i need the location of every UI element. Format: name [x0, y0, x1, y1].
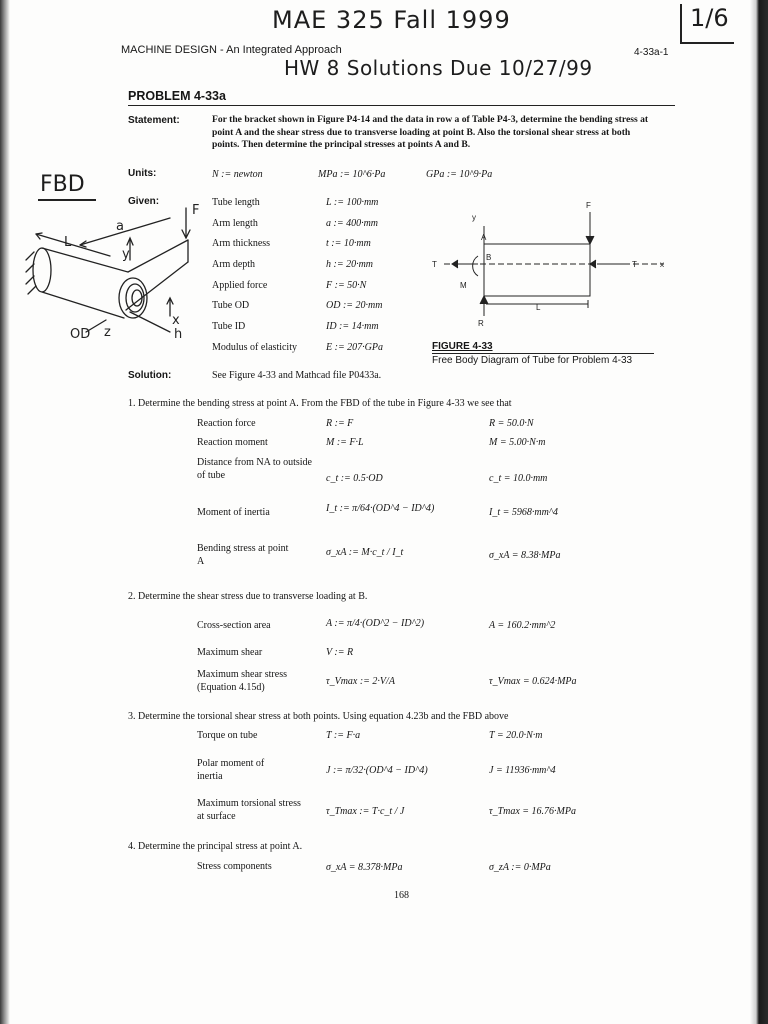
svg-text:z: z [104, 325, 111, 340]
svg-text:F: F [586, 201, 591, 210]
step-row-label: Bending stress at point A [197, 543, 289, 567]
svg-text:B: B [486, 253, 492, 262]
step-row-expr: τ_Vmax := 2·V/A [326, 676, 395, 687]
svg-text:M: M [460, 281, 467, 290]
svg-text:A: A [481, 233, 487, 242]
step-row-result: σ_zA := 0·MPa [489, 862, 551, 873]
step-row-label: Torque on tube [197, 730, 258, 741]
step-row-result: I_t = 5968·mm^4 [489, 507, 559, 518]
given-name: Tube ID [212, 321, 246, 332]
svg-text:F: F [192, 203, 200, 218]
step-row-expr: σ_xA := M·c_t / I_t [326, 547, 404, 558]
step-row-result: τ_Vmax = 0.624·MPa [489, 676, 577, 687]
step-row-label: Cross-section area [197, 620, 271, 631]
svg-text:L: L [536, 303, 541, 312]
handwritten-fbd-label: FBD [40, 172, 85, 197]
step-row-expr: I_t := π/64·(OD^4 − ID^4) [326, 503, 435, 514]
handwritten-hw-title: HW 8 Solutions Due 10/27/99 [284, 56, 593, 80]
svg-text:L: L [64, 235, 72, 250]
step-row-expr: R := F [326, 418, 354, 429]
book-title: MACHINE DESIGN - An Integrated Approach [121, 44, 342, 56]
given-expr: OD := 20·mm [326, 300, 383, 311]
step-row-label: Reaction force [197, 418, 256, 429]
step-row-label: Distance from NA to outside of tube [197, 457, 312, 481]
given-expr: E := 207·GPa [326, 342, 384, 353]
given-expr: ID := 14·mm [326, 321, 379, 332]
step-row-expr: τ_Tmax := T·c_t / J [326, 806, 405, 817]
given-name: Arm length [212, 218, 258, 229]
fbd-figure [424, 196, 684, 336]
svg-text:OD: OD [70, 327, 91, 342]
step-row-label: Polar moment of inertia [197, 758, 265, 782]
problem-title: PROBLEM 4-33a [128, 89, 226, 103]
step-row-expr: σ_xA = 8.378·MPa [326, 862, 403, 873]
svg-text:T: T [632, 260, 637, 269]
page-number: 168 [394, 890, 409, 901]
unit-mpa: MPa := 10^6·Pa [318, 169, 386, 180]
step-row-result: J = 11936·mm^4 [489, 765, 556, 776]
solution-label: Solution: [128, 370, 172, 381]
scan-left-edge [0, 0, 10, 1024]
svg-text:x: x [172, 313, 180, 328]
unit-gpa: GPa := 10^9·Pa [426, 169, 493, 180]
page-id: 4-33a-1 [634, 47, 669, 58]
step-row-result: c_t = 10.0·mm [489, 473, 548, 484]
step-row-label: Maximum shear [197, 647, 263, 658]
step-row-label: Maximum shear stress (Equation 4.15d) [197, 669, 287, 693]
step-row-result: σ_xA = 8.38·MPa [489, 550, 561, 561]
given-label: Given: [128, 196, 160, 207]
step-row-label: Maximum torsional stress at surface [197, 798, 301, 822]
scan-right-edge [750, 0, 768, 1024]
step-heading: 1. Determine the bending stress at point A. From the FBD of the tube in Figure 4-33 we see that [128, 398, 512, 409]
given-name: Tube OD [212, 300, 250, 311]
figure-caption: Free Body Diagram of Tube for Problem 4-33 [432, 355, 633, 366]
step-row-result: τ_Tmax = 16.76·MPa [489, 806, 576, 817]
figure-rule [432, 353, 654, 354]
statement-label: Statement: [128, 115, 180, 126]
svg-text:T: T [432, 260, 437, 269]
given-name: Applied force [212, 280, 268, 291]
step-row-label: Reaction moment [197, 437, 268, 448]
given-expr: t := 10·mm [326, 238, 371, 249]
svg-text:h: h [174, 327, 183, 342]
handwritten-bracket-sketch [20, 200, 200, 350]
step-row-expr: M := F·L [326, 437, 364, 448]
step-row-result: T = 20.0·N·m [489, 730, 543, 741]
given-name: Arm thickness [212, 238, 271, 249]
solution-text: See Figure 4-33 and Mathcad file P0433a. [212, 370, 382, 381]
step-row-expr: J := π/32·(OD^4 − ID^4) [326, 765, 428, 776]
problem-rule [128, 105, 675, 106]
figure-title: FIGURE 4-33 [432, 341, 493, 352]
step-row-label: Stress components [197, 861, 272, 872]
step-row-label: Moment of inertia [197, 507, 270, 518]
handwritten-page-mark: 1/6 [680, 4, 734, 44]
statement-text: For the bracket shown in Figure P4-14 and the data in row a of Table P4-3, determine the bending stress at point A and the shear stress due to transverse loading at point B. Also the torsional shear stress at both points. Then determine the principal stresses at points A and B. [212, 114, 649, 150]
given-name: Arm depth [212, 259, 256, 270]
given-expr: h := 20·mm [326, 259, 374, 270]
svg-text:y: y [122, 247, 130, 262]
step-heading: 2. Determine the shear stress due to transverse loading at B. [128, 591, 368, 602]
given-expr: a := 400·mm [326, 218, 379, 229]
step-heading: 3. Determine the torsional shear stress at both points. Using equation 4.23b and the FBD above [128, 711, 509, 722]
step-row-expr: T := F·a [326, 730, 361, 741]
step-row-result: R = 50.0·N [489, 418, 534, 429]
step-heading: 4. Determine the principal stress at point A. [128, 841, 303, 852]
svg-text:y: y [472, 213, 476, 222]
step-row-expr: V := R [326, 647, 354, 658]
step-row-expr: A := π/4·(OD^2 − ID^2) [326, 618, 425, 629]
given-expr: F := 50·N [326, 280, 367, 291]
step-row-expr: c_t := 0.5·OD [326, 473, 383, 484]
given-name: Tube length [212, 197, 260, 208]
svg-text:a: a [116, 219, 124, 234]
unit-newton: N := newton [212, 169, 263, 180]
given-name: Modulus of elasticity [212, 342, 297, 353]
step-row-result: A = 160.2·mm^2 [489, 620, 556, 631]
step-row-result: M = 5.00·N·m [489, 437, 546, 448]
handwritten-course-title: MAE 325 Fall 1999 [272, 6, 511, 34]
given-expr: L := 100·mm [326, 197, 379, 208]
svg-text:x: x [660, 260, 664, 269]
units-label: Units: [128, 168, 157, 179]
svg-text:R: R [478, 319, 484, 328]
